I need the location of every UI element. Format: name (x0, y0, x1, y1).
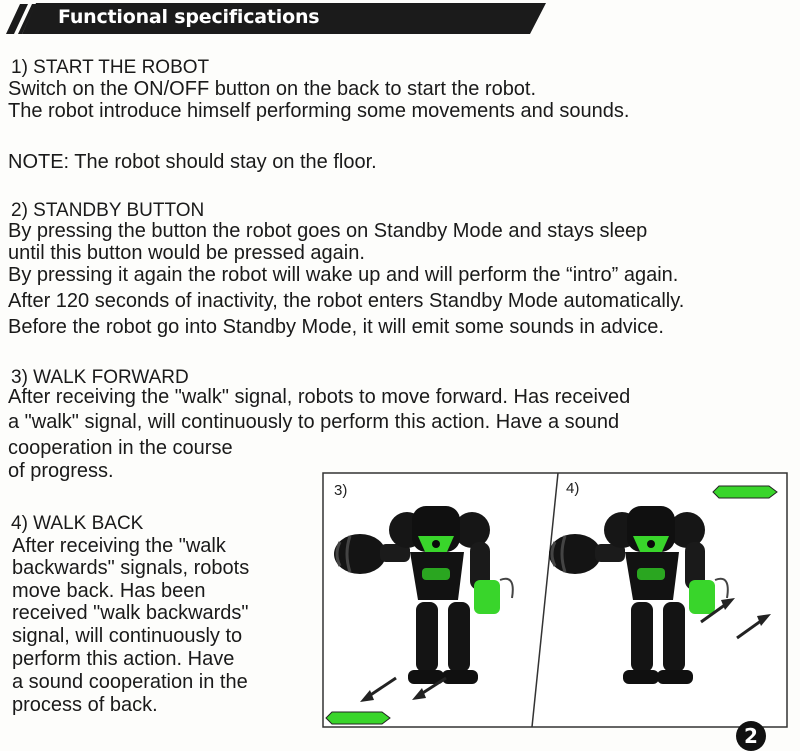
section-2-title: 2) STANDBY BUTTON (11, 200, 205, 221)
robot-illustration (322, 472, 788, 732)
section-2-line-2: until this button would be pressed again. (8, 242, 365, 264)
section-2-line-3: By pressing it again the robot will wake up and will perform the “intro” again. (8, 264, 679, 286)
section-3-line-3: cooperation in the course (8, 437, 233, 459)
page-number-badge: 2 (736, 721, 766, 751)
header-title: Functional specifications (58, 6, 320, 28)
panel-left-label: 3) (334, 482, 348, 499)
section-1-line-1: Switch on the ON/OFF button on the back to start the robot. (8, 78, 537, 100)
section-4-line-2: backwards" signals, robots (12, 557, 250, 579)
section-3-title: 3) WALK FORWARD (11, 367, 189, 388)
section-4-line-5: signal, will continuously to (12, 625, 243, 647)
illustration-frame (322, 472, 788, 732)
section-1-title: 1) START THE ROBOT (11, 57, 210, 78)
section-3-line-2: a "walk" signal, will continuously to perform this action. Have a sound (8, 411, 620, 433)
section-2-line-1: By pressing the button the robot goes on Standby Mode and stays sleep (8, 220, 648, 242)
section-2-line-4: After 120 seconds of inactivity, the robot enters Standby Mode automatically. (8, 290, 685, 312)
section-4-line-6: perform this action. Have (12, 648, 235, 670)
section-3-line-1: After receiving the "walk" signal, robots to move forward. Has received (8, 386, 631, 408)
section-4-title: 4) WALK BACK (11, 513, 144, 534)
section-4-line-1: After receiving the "walk (12, 535, 226, 557)
section-2-line-5: Before the robot go into Standby Mode, it will emit some sounds in advice. (8, 316, 664, 338)
section-4-line-4: received "walk backwards" (12, 602, 249, 624)
panel-right-label: 4) (566, 480, 580, 497)
section-1-line-2: The robot introduce himself performing some movements and sounds. (8, 100, 630, 122)
section-4-line-7: a sound cooperation in the (12, 671, 248, 693)
section-1-note: NOTE: The robot should stay on the floor. (8, 151, 377, 173)
section-4-line-3: move back. Has been (12, 580, 206, 602)
section-3-line-4: of progress. (8, 460, 114, 482)
section-4-line-8: process of back. (12, 694, 158, 716)
section-header (6, 0, 546, 36)
